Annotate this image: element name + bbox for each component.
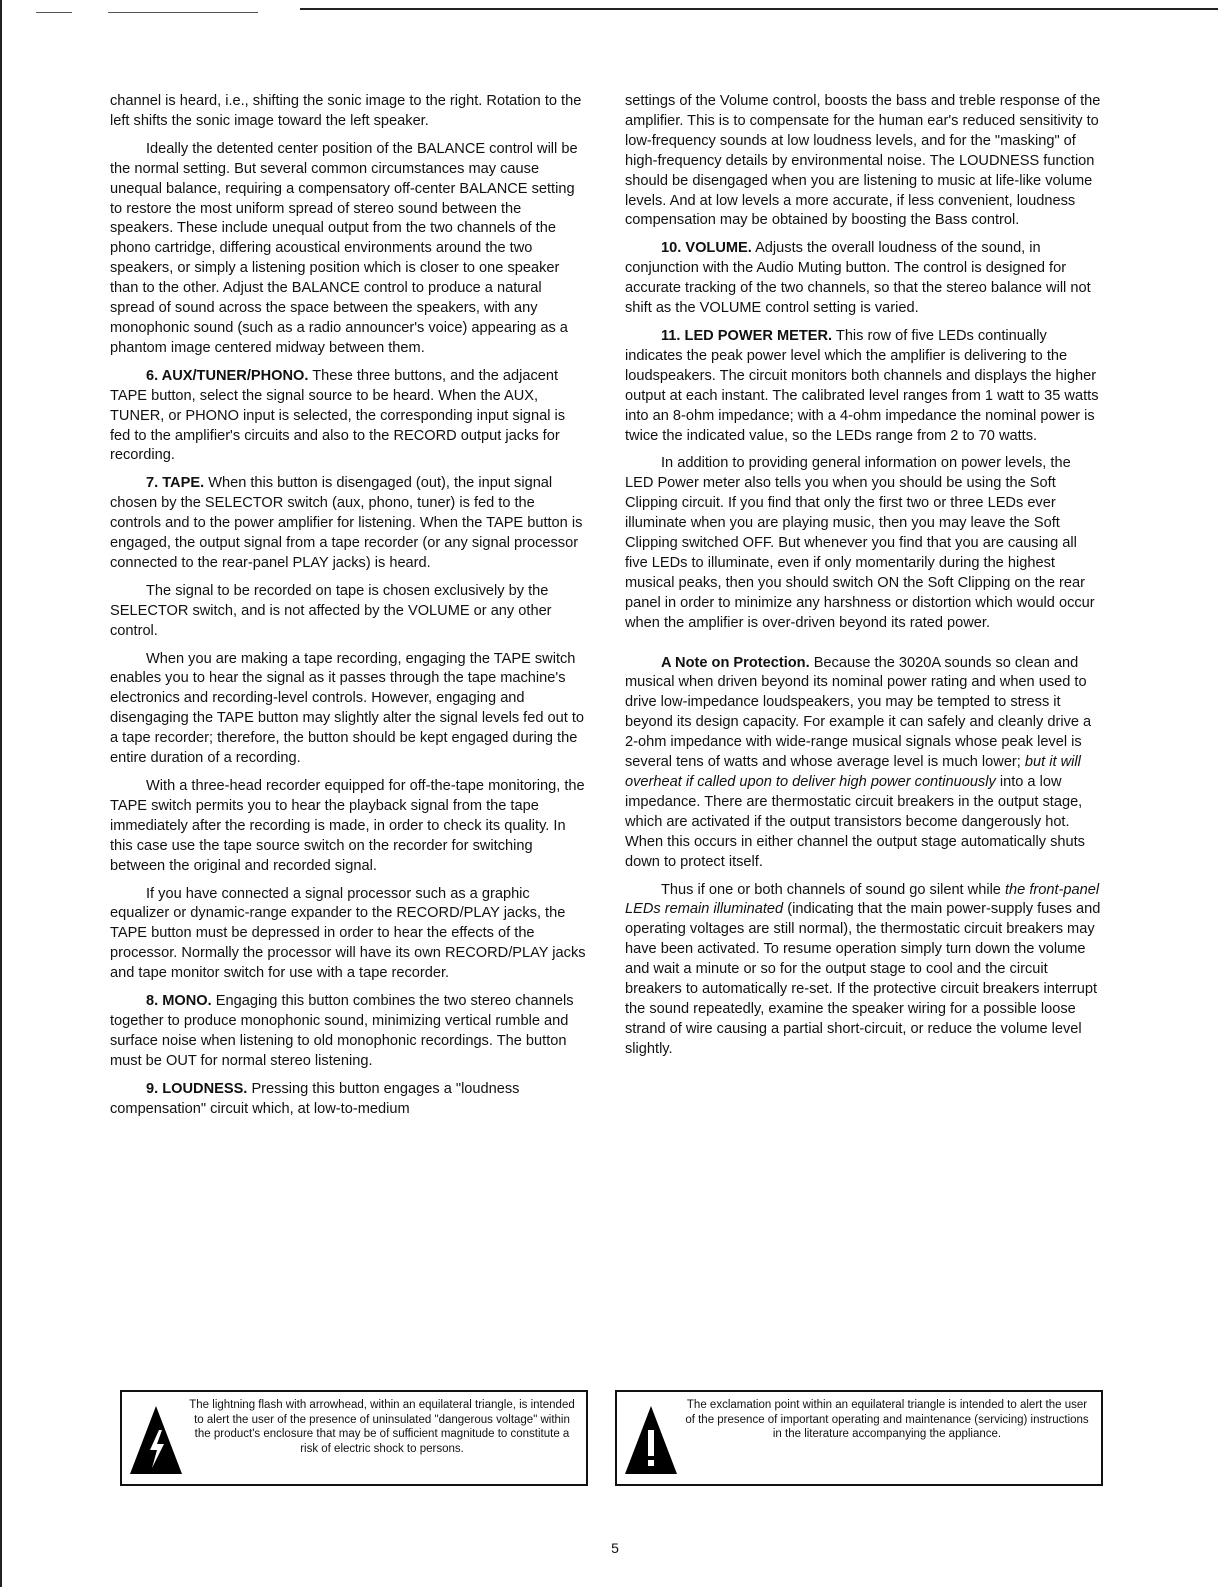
section-heading: 6. AUX/TUNER/PHONO.	[146, 367, 309, 384]
notice-text: The lightning flash with arrowhead, within an equilateral triangle, is intended to alert the user of the presence of uninsulated "dangerous voltage" within the product's enclosure that may be of sufficient magnitude to constitute a risk of electric shock to persons.	[189, 1399, 575, 1455]
paragraph: channel is heard, i.e., shifting the sonic image to the right. Rotation to the left shifts the sonic image toward the left speaker.	[110, 93, 582, 129]
left-column	[110, 92, 588, 1128]
text: Thus if one or both channels of sound go silent while	[661, 881, 1001, 898]
paragraph: When you are making a tape recording, engaging the TAPE switch enables you to hear the signal as it passes through the tape machine's electronics and recording-level controls. However, engaging and disengaging the TAPE button may slightly alter the signal levels fed out to a tape recorder; therefore, the button should be kept engaged during the entire duration of a recording.	[110, 650, 585, 767]
paragraph-mono	[110, 992, 588, 1072]
paragraph-aux-tuner-phono	[110, 367, 588, 467]
paragraph: The signal to be recorded on tape is chosen exclusively by the SELECTOR switch, and is not affected by the VOLUME or any other control.	[110, 582, 552, 639]
paragraph: settings of the Volume control, boosts the bass and treble response of the amplifier. This is to compensate for the human ear's reduced sensitivity to low-frequency sounds at low loudness levels, and for the "masking" of high-frequency details by environmental noise. The LOUDNESS function should be disengaged when you are listening to music at life-like volume levels. And at low levels a more accurate, if less convenient, loudness compensation may be obtained by boosting the Bass control.	[625, 93, 1101, 229]
lightning-warning-icon	[128, 1404, 184, 1476]
paragraph: If you have connected a signal processor such as a graphic equalizer or dynamic-range expander to the RECORD/PLAY jacks, the TAPE button must be depressed in order to hear the effects of the processor. Normally the processor will have its own RECORD/PLAY jacks and tape monitor switch for use with a tape recorder.	[110, 885, 586, 982]
section-body: Engaging this button combines the two stereo channels together to produce monophonic sound, minimizing vertical rumble and surface noise when listening to old monophonic recordings. The button must be OUT for normal stereo listening.	[110, 993, 574, 1069]
section-heading: 11. LED POWER METER.	[661, 327, 833, 344]
section-body: Adjusts the overall loudness of the sound, in conjunction with the Audio Muting button. The control is designed for accurate tracking of the two channels, so that the stereo balance will not shift as the VOLUME control setting is varied.	[625, 240, 1091, 317]
section-body: When this button is disengaged (out), the input signal chosen by the SELECTOR switch (aux, phono, tuner) is fed to the controls and to the power amplifier for listening. When the TAPE button is engaged, the output signal from a tape recorder (or any signal processor connected to the rear-panel PLAY jacks) is heard.	[110, 475, 583, 571]
emphasis: the front-panel LEDs remain illuminated	[625, 881, 1100, 918]
emphasis: but it will overheat if called upon to deliver high power	[625, 754, 1081, 790]
notice-text: The exclamation point within an equilateral triangle is intended to alert the user of the presence of important operating and maintenance (servicing) instructions in the literature accompanying the appliance.	[685, 1399, 1089, 1440]
scan-edge-left	[0, 0, 2, 1587]
page-number: 5	[611, 1540, 619, 1556]
paragraph	[625, 881, 1103, 1060]
text: (indicating that the main power-supply fuses and operating voltages are still normal), the thermostatic circuit breakers may have been activated. To resume operation simply turn down the volume and wait a minute or so for the output stage to cool and the circuit breakers to automatically re-set. If the protective circuit breakers interrupt the sound repeatedly, examine the speaker wiring for a possible loose strand of wire causing a partial short-circuit, or reduce the volume level slightly.	[625, 901, 1101, 1057]
section-body: into a low impedance. There are thermostatic circuit breakers in the output stage, which are activated if the output transistors become dangerously hot. When this occurs in either channel the output stage automatically shuts down to protect itself.	[625, 774, 1085, 870]
paragraph: In addition to providing general information on power levels, the LED Power meter also tells you when you should be using the Soft Clipping circuit. If you find that only the first two or three LEDs ever illuminate when you are playing music, then you may leave the Soft Clipping switched OFF. But whenever you find that you are causing all five LEDs to illuminate, even if only momentarily during the highest musical peaks, then you should switch ON the Soft Clipping on the rear panel in order to minimize any harshness or distortion which would occur when the amplifier is over-driven beyond its rated power.	[625, 455, 1095, 631]
exclamation-warning-icon	[623, 1404, 679, 1476]
header-rule-long	[300, 8, 1218, 10]
section-body: This row of five LEDs continually indicates the peak power level which the amplifier is delivering to the loudspeakers. The circuit monitors both channels and displays the higher output at each instant. The calibrated level ranges from 1 watt to 35 watts into an 8-ohm impedance; with a 4-ohm impedance the nominal power is twice the indicated value, so the LEDs range from 2 to 70 watts.	[625, 327, 1099, 444]
section-body: These three buttons, and the adjacent TAPE button, select the signal source to be heard. When the AUX, TUNER, or PHONO input is selected, the corresponding input signal is fed to the amplifier's circuits and also to the RECORD output jacks for recording.	[110, 367, 566, 464]
header-rule-short	[36, 12, 72, 13]
section-heading: 9. LOUDNESS.	[146, 1080, 248, 1097]
section-heading: 7. TAPE.	[146, 475, 205, 492]
header-rule-mid	[108, 12, 258, 13]
paragraph-protection	[625, 654, 1103, 873]
section-body: Because the 3020A sounds so clean and musical when driven beyond its nominal power rating and when used to drive low-impedance loudspeakers, you may be tempted to stress it beyond its design capacity. For example it can safely and cleanly drive a 2-ohm impedance with wide-range musical signals whose peak level is several tens of watts and whose average level is much lower;	[625, 654, 1092, 771]
exclamation-warning-box	[615, 1390, 1103, 1486]
paragraph: Ideally the detented center position of the BALANCE control will be the normal setting. But several common circumstances may cause unequal balance, requiring a compensatory off-center BALANCE setting to restore the most uniform spread of stereo sound between the speakers. These include unequal output from the two channels of the phono cartridge, differing acoustical environments around the two speakers, or simply a listening position which is closer to one speaker than to the other. Adjust the BALANCE control to produce a natural spread of sound across the space between the speakers, with any monophonic sound (such as a radio announcer's voice) appearing as a phantom image centered midway between them.	[110, 140, 578, 356]
paragraph-tape	[110, 474, 588, 574]
paragraph-led-meter	[625, 327, 1103, 446]
right-column	[625, 92, 1103, 1068]
lightning-warning-box	[120, 1390, 588, 1486]
section-heading: A Note on Protection.	[661, 654, 810, 671]
section-heading: 10. VOLUME.	[661, 240, 752, 257]
paragraph-loudness	[110, 1080, 588, 1120]
paragraph: With a three-head recorder equipped for off-the-tape monitoring, the TAPE switch permits you to hear the playback signal from the tape immediately after the recording is made, in order to check its quality. In this case use the tape source switch on the recorder for switching between the original and recorded signal.	[110, 778, 585, 874]
paragraph-volume	[625, 239, 1103, 319]
section-body: Pressing this button engages a "loudness compensation" circuit which, at low-to-medium	[110, 1080, 520, 1117]
section-heading: 8. MONO.	[146, 993, 212, 1010]
emphasis: continuously	[914, 774, 996, 790]
